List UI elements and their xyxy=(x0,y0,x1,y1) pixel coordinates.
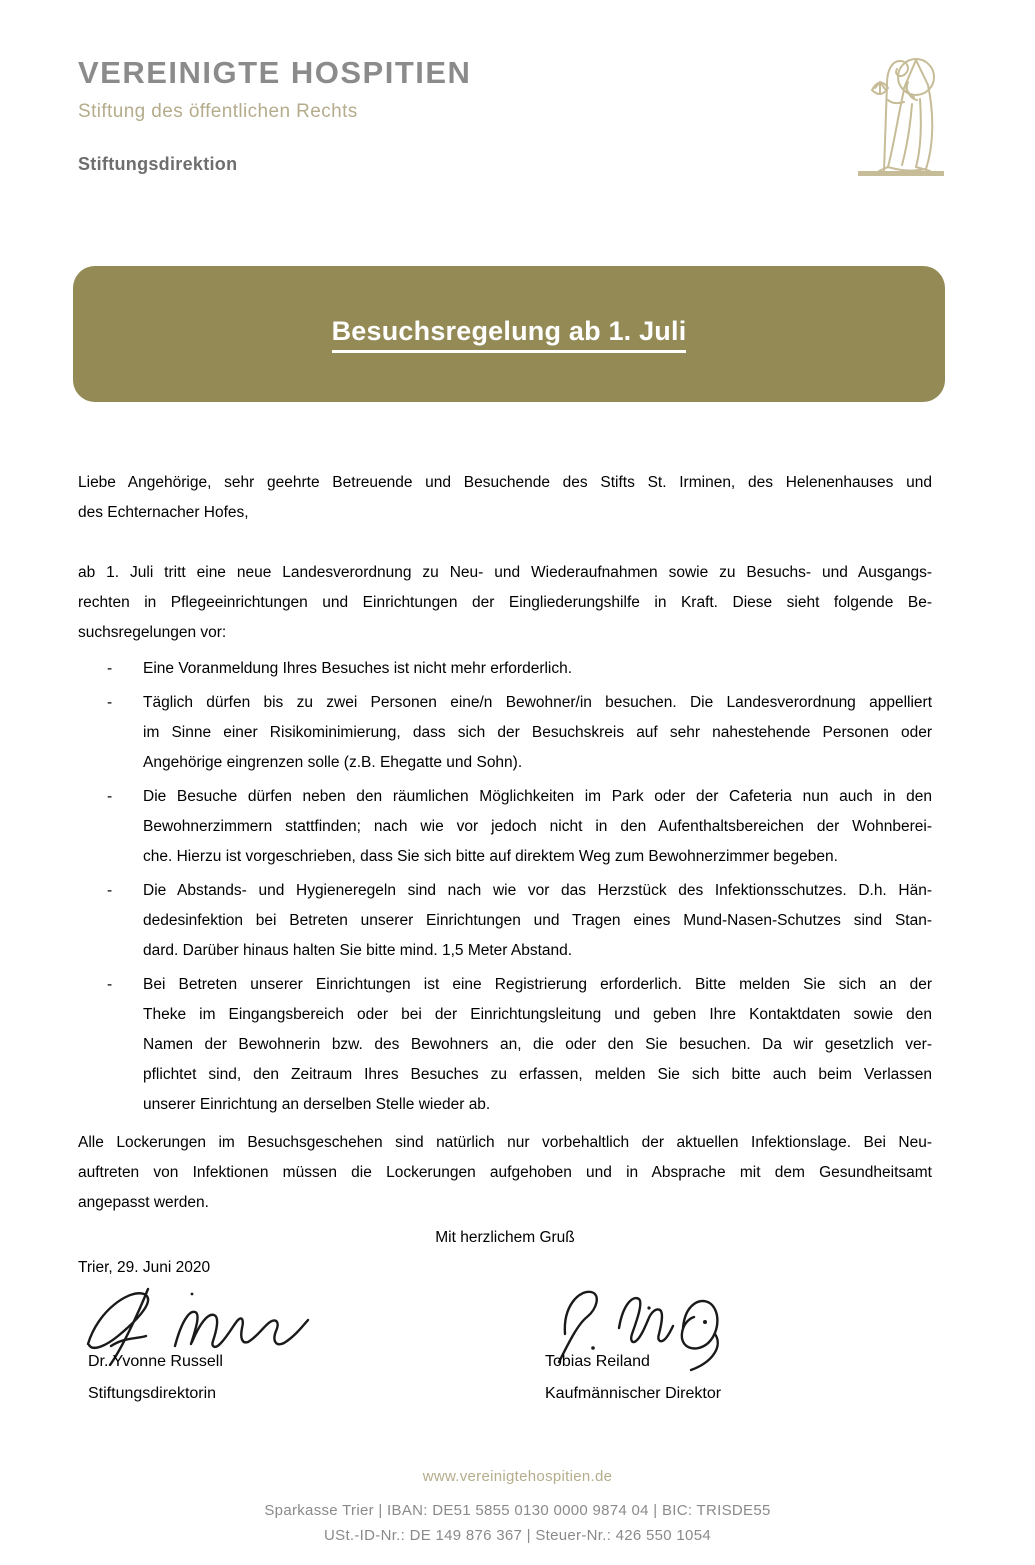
signatory-title: Kaufmännischer Direktor xyxy=(545,1385,722,1402)
bullet-line: Bewohnerzimmern stattfinden; nach wie vor jedoch nicht in den Aufenthaltsbereichen der Wohnberei- xyxy=(143,818,932,835)
bullet-line: Die Besuche dürfen neben den räumlichen Möglichkeiten im Park oder der Cafeteria nun auch in den xyxy=(143,788,932,805)
bullet-line: Angehörige eingrenzen solle (z.B. Ehegatte und Sohn). xyxy=(143,754,523,771)
bullet-line: Eine Voranmeldung Ihres Besuches ist nicht mehr erforderlich. xyxy=(143,660,573,677)
date-line: Trier, 29. Juni 2020 xyxy=(78,1259,211,1276)
bullet-line: Theke im Eingangsbereich oder bei der Einrichtungsleitung und geben Ihre Kontaktdaten sowie den xyxy=(143,1006,932,1023)
bullet-line: che. Hierzu ist vorgeschrieben, dass Sie sich bitte auf direktem Weg zum Bewohnerzimmer begeben. xyxy=(143,848,838,865)
regards-line: Mit herzlichem Gruß xyxy=(435,1229,575,1246)
closing-line: angepasst werden. xyxy=(78,1194,209,1211)
letterhead xyxy=(78,55,471,175)
footer-website: www.vereinigtehospitien.de xyxy=(422,1468,613,1485)
signatory-name: Dr. Yvonne Russell xyxy=(88,1353,223,1370)
bullet-item xyxy=(78,876,932,966)
bullet-marker: - xyxy=(107,788,113,805)
salutation-line: des Echternacher Hofes, xyxy=(78,504,249,521)
bullet-item xyxy=(78,782,932,872)
letter-body xyxy=(78,468,932,1283)
footer-bank-details: Sparkasse Trier | IBAN: DE51 5855 0130 0000 9874 04 | BIC: TRISDE55 xyxy=(264,1502,771,1519)
intro-line: suchsregelungen vor: xyxy=(78,624,227,641)
bullet-line: Bei Betreten unserer Einrichtungen ist eine Registrierung erforderlich. Bitte melden Sie sich an der xyxy=(143,976,932,993)
bullet-marker: - xyxy=(107,882,113,899)
bullet-line: Täglich dürfen bis zu zwei Personen eine/n Bewohner/in besuchen. Die Landesverordnung appelliert xyxy=(143,694,932,711)
paragraph-spacer xyxy=(78,528,932,558)
bullet-item xyxy=(78,688,932,778)
bullet-line: im Sinne einer Risikominimierung, dass sich der Besuchskreis auf sehr nahestehende Personen oder xyxy=(143,724,932,741)
closing-line: auftreten von Infektionen müssen die Lockerungen aufgehoben und in Absprache mit dem Gesundheitsamt xyxy=(78,1164,932,1181)
signatory-name: Tobias Reiland xyxy=(545,1353,650,1370)
saint-with-crosier-icon xyxy=(853,44,950,180)
intro-line: ab 1. Juli tritt eine neue Landesverordnung zu Neu- und Wiederaufnahmen sowie zu Besuchs- und Ausgangs- xyxy=(78,564,932,581)
bullet-item xyxy=(78,654,932,684)
bullet-line: dard. Darüber hinaus halten Sie bitte mind. 1,5 Meter Abstand. xyxy=(143,942,573,959)
bullet-line: Die Abstands- und Hygieneregeln sind nach wie vor das Herzstück des Infektionsschutzes. D.h. Hän- xyxy=(143,882,932,899)
salutation-line: Liebe Angehörige, sehr geehrte Betreuende und Besuchende des Stifts St. Irminen, des Helenenhauses und xyxy=(78,474,932,491)
logo-base-bar xyxy=(858,171,944,176)
bullet-line: unserer Einrichtung an derselben Stelle wieder ab. xyxy=(143,1096,491,1113)
bullet-line: pflichtet sind, den Zeitraum Ihres Besuches zu erfassen, melden Sie sich bitte auch beim Verlassen xyxy=(143,1066,932,1083)
bullet-marker: - xyxy=(107,976,113,993)
title-banner xyxy=(73,266,945,402)
department-label: Stiftungsdirektion xyxy=(78,154,238,174)
bullet-marker: - xyxy=(107,660,113,677)
brand-name: VEREINIGTE HOSPITIEN xyxy=(78,55,472,90)
brand-subtitle: Stiftung des öffentlichen Rechts xyxy=(78,101,358,122)
bullet-line: dedesinfektion bei Betreten unserer Einrichtungen und Tragen eines Mund-Nasen-Schutzes sind Stan- xyxy=(143,912,932,929)
bullet-list xyxy=(78,654,932,1120)
footer-tax-details: USt.-ID-Nr.: DE 149 876 367 | Steuer-Nr.: 426 550 1054 xyxy=(324,1527,711,1544)
bullet-item xyxy=(78,970,932,1120)
closing-line: Alle Lockerungen im Besuchsgeschehen sind natürlich nur vorbehaltlich der aktuellen Infektionslage. Bei Neu- xyxy=(78,1134,932,1151)
bullet-marker: - xyxy=(107,694,113,711)
document-title: Besuchsregelung ab 1. Juli xyxy=(332,316,687,353)
signatory-title: Stiftungsdirektorin xyxy=(88,1385,217,1402)
intro-line: rechten in Pflegeeinrichtungen und Einrichtungen der Eingliederungshilfe in Kraft. Diese sieht folgende Be- xyxy=(78,594,932,611)
bullet-line: Namen der Bewohnerin bzw. des Bewohners an, die oder den Sie besuchen. Da wir gesetzlich ver- xyxy=(143,1036,932,1053)
